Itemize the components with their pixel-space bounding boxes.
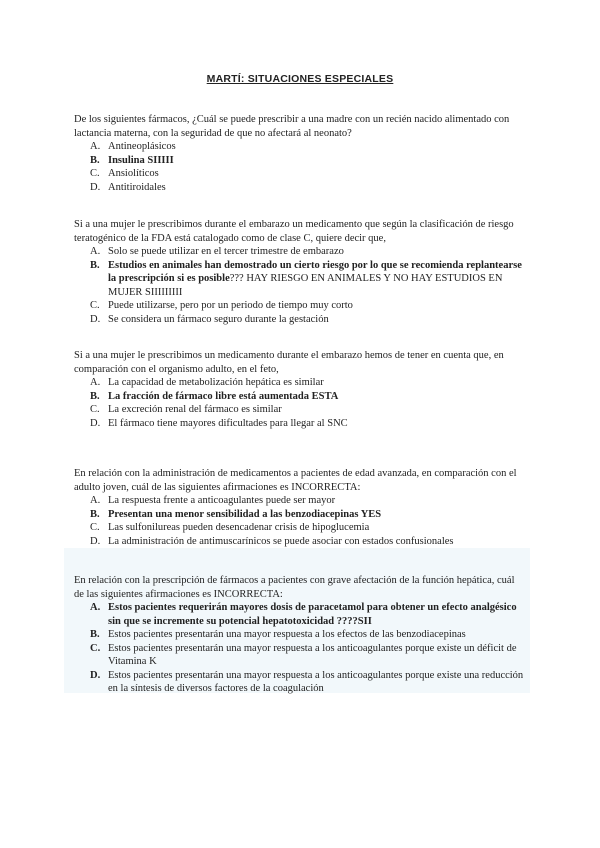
option-text: El fármaco tiene mayores dificultades para llegar al SNC [108,417,348,429]
question-stem: De los siguientes fármacos, ¿Cuál se puede prescribir a una madre con un recién nacido alimentado con lactancia materna, con la seguridad de que no afectará al neonato? [74,114,510,139]
option-a-answer [74,601,526,628]
option-text: La administración de antimuscarínicos se puede asociar con estados confusionales [108,535,454,547]
option-text: Estos pacientes requerirán mayores dosis de paracetamol para obtener un efecto analgésico sin que se incremente su potencial hepatotoxicidad ????SII [108,602,517,627]
option-text: La fracción de fármaco libre está aumentada ESTA [108,390,339,402]
option-a [74,376,526,390]
option-d [74,181,526,195]
option-text: Presentan una menor sensibilidad a las benzodiacepinas YES [108,508,382,520]
option-list [74,140,526,194]
option-text: Antitiroidales [108,181,166,193]
option-letter: D. [90,313,101,325]
question-stem: En relación con la administración de medicamentos a pacientes de edad avanzada, en comparación con el adulto joven, cuál de las siguientes afirmaciones es INCORRECTA: [74,468,517,493]
option-list [74,601,526,696]
option-c [74,403,526,417]
option-b-answer [74,259,526,300]
option-b-answer [74,508,526,522]
option-a [74,494,526,508]
option-c [74,299,526,313]
option-letter: B. [90,508,100,520]
option-letter: C. [90,404,100,415]
question-1 [74,113,526,194]
option-b-answer [74,390,526,404]
option-letter: A. [90,141,101,152]
option-text: Insulina SIIIII [108,154,174,166]
option-letter: A. [90,495,101,506]
option-letter: D. [90,181,101,193]
option-c [74,521,526,535]
option-text: La respuesta frente a anticoagulantes puede ser mayor [108,495,336,506]
option-list [74,376,526,430]
option-letter: D. [90,417,101,429]
option-list [74,245,526,326]
question-3 [74,349,526,430]
option-letter: C. [90,642,101,654]
option-letter: B. [90,154,100,166]
option-c [74,167,526,181]
option-letter: A. [90,602,101,613]
option-annotation: ??? HAY RIESGO EN ANIMALES Y NO HAY ESTUDIOS EN MUJER SIIIIIIIII [108,273,503,298]
option-letter: A. [90,377,101,388]
option-d [74,535,526,549]
option-text: Estos pacientes presentarán una mayor respuesta a los anticoagulantes porque existe un déficit de Vitamina K [108,642,517,667]
option-text: Estos pacientes presentarán una mayor respuesta a los anticoagulantes porque existe una reducción en la síntesis de diversos factores de la coagulación [108,669,524,694]
option-a [74,140,526,154]
option-text: La capacidad de metabolización hepática es similar [108,377,324,388]
option-text: La excreción renal del fármaco es similar [108,404,282,415]
option-d [74,669,526,696]
option-text: Antineoplásicos [108,141,176,152]
option-text: Estudios en animales han demostrado un cierto riesgo por lo que se recomienda replantearse la prescripción si es posible [108,259,522,284]
option-letter: B. [90,390,100,402]
option-letter: C. [90,168,100,179]
question-2 [74,218,526,326]
option-b-answer [74,154,526,168]
option-text: Puede utilizarse, pero por un periodo de tiempo muy corto [108,300,353,311]
option-letter: C. [90,300,100,311]
option-a [74,245,526,259]
option-text: Estos pacientes presentarán una mayor respuesta a los efectos de las benzodiacepinas [108,629,466,640]
question-5 [74,574,526,696]
option-letter: C. [90,522,100,533]
option-list [74,494,526,548]
option-letter: A. [90,246,101,257]
option-d [74,417,526,431]
option-b [74,628,526,642]
question-4 [74,467,526,548]
option-text: Las sulfonilureas pueden desencadenar crisis de hipoglucemia [108,522,370,533]
option-letter: D. [90,535,101,547]
option-text: Solo se puede utilizar en el tercer trimestre de embarazo [108,246,344,257]
option-text: Ansiolíticos [108,168,159,179]
option-letter: D. [90,669,101,681]
question-stem: Si a una mujer le prescribimos durante el embarazo un medicamento que según la clasificación de riesgo teratogénico de la FDA está catalogado como de clase C, quiere decir que, [74,219,514,244]
question-stem: Si a una mujer le prescribimos un medicamento durante el embarazo hemos de tener en cuenta que, en comparación con el organismo adulto, en el feto, [74,350,504,375]
page-title: MARTÍ: SITUACIONES ESPECIALES [206,73,394,85]
option-c [74,642,526,669]
option-letter: B. [90,629,100,640]
question-stem: En relación con la prescripción de fármacos a pacientes con grave afectación de la función hepática, cuál de las siguientes afirmaciones es INCORRECTA: [74,575,515,600]
option-letter: B. [90,259,100,271]
option-d [74,313,526,327]
option-text: Se considera un fármaco seguro durante la gestación [108,313,329,325]
